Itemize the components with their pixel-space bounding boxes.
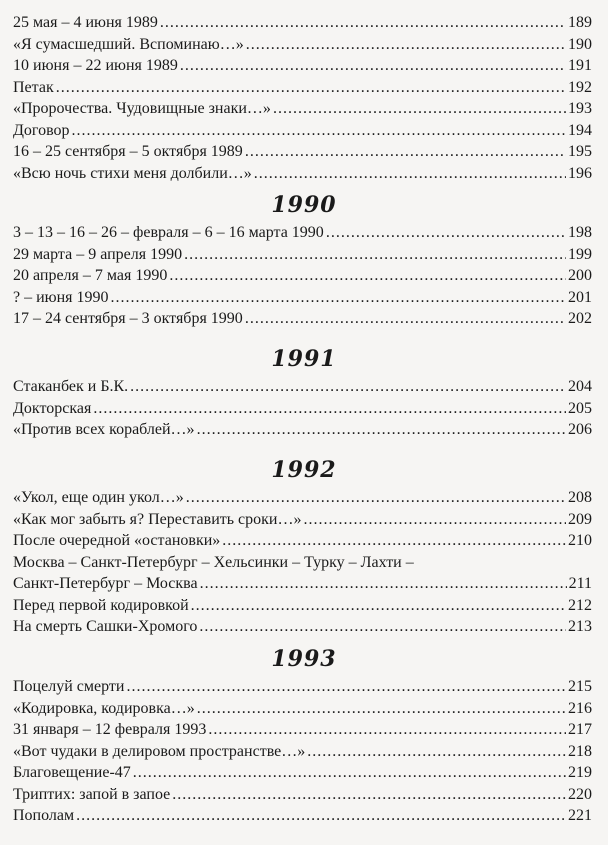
entry-page: 204 [568,378,592,395]
entry-page: 195 [568,143,592,160]
entry-title: На смерть Сашки-Хромого [13,618,198,635]
dot-leader [172,784,566,806]
dot-leader [191,595,566,617]
entry-page: 192 [568,78,592,96]
dot-leader [111,287,566,309]
dot-leader [303,509,566,531]
entry-page: 218 [568,742,592,760]
entry-title: Договор [13,121,70,139]
entry-title: «Как мог забыть я? Переставить сроки…» [13,510,302,528]
toc-entry [0,595,608,617]
toc-section-1991 [0,342,608,441]
entry-page: 217 [568,721,592,738]
dot-leader [56,77,566,99]
entry-page: 220 [568,785,592,803]
dot-leader [126,676,566,698]
entry-title: 29 марта – 9 апреля 1990 [13,245,183,263]
toc-entry [0,398,608,420]
entry-page: 189 [568,14,592,31]
toc-section-1990 [0,188,608,330]
entry-page: 221 [568,807,592,824]
dot-leader [72,120,566,142]
toc-entry [0,784,608,806]
toc-entry [0,419,608,441]
toc-entry [0,573,608,595]
entry-title: Пополам [13,807,75,824]
entry-title: 3 – 13 – 16 – 26 – февраля – 6 – 16 марта 1990 [13,224,324,241]
entry-page: 201 [568,288,592,306]
entry-page: 199 [568,245,592,263]
entry-title: 25 мая – 4 июня 1989 [13,14,158,31]
toc-entry [0,741,608,763]
toc-entry [0,616,608,638]
dot-leader [133,762,566,784]
entry-page: 212 [568,596,592,614]
dot-leader [326,222,566,244]
entry-title-continuation: Санкт-Петербург – Москва [13,575,198,592]
entry-page: 215 [568,678,592,695]
entry-title: Поцелуй смерти [13,678,125,695]
entry-page: 208 [568,489,592,506]
toc-entry [0,530,608,552]
dot-leader [245,308,566,330]
entry-title: «Всю ночь стихи меня долбили…» [13,164,252,182]
dot-leader [184,244,566,266]
toc-entry [0,698,608,720]
year-heading: 1991 [271,346,337,372]
toc-section-1989 [0,12,608,184]
entry-page: 219 [568,764,592,781]
toc-list [0,222,608,330]
entry-page: 211 [568,575,592,592]
toc-list [0,676,608,827]
dot-leader [93,398,566,420]
toc-entry [0,376,608,398]
dot-leader [180,55,566,77]
toc-entry [0,222,608,244]
toc-section-1993 [0,642,608,827]
entry-page: 200 [568,267,592,284]
entry-page: 216 [568,699,592,717]
dot-leader [200,573,567,595]
entry-title: Триптих: запой в запое [13,785,171,803]
dot-leader [197,419,566,441]
toc-entry [0,487,608,509]
entry-page: 194 [568,121,592,139]
toc-entry [0,805,608,827]
dot-leader [130,376,566,398]
year-heading: 1990 [271,192,337,218]
toc-entry [0,244,608,266]
toc-entry [0,120,608,142]
entry-title: Стаканбек и Б.К. [13,378,129,395]
entry-page: 190 [568,35,592,53]
dot-leader [169,265,566,287]
toc-entry [0,308,608,330]
dot-leader [273,98,566,120]
dot-leader [186,487,566,509]
entry-title: ? – июня 1990 [13,288,109,306]
toc-list [0,487,608,638]
toc-section-1992 [0,453,608,638]
dot-leader [307,741,566,763]
entry-title-line: Москва – Санкт-Петербург – Хельсинки – Турку – Лахти – [13,553,414,571]
entry-page: 198 [568,224,592,241]
entry-page: 202 [568,310,592,327]
entry-title: «Укол, еще один укол…» [13,489,184,506]
entry-title: 16 – 25 сентября – 5 октября 1989 [13,143,243,160]
dot-leader [245,141,566,163]
entry-title: Благовещение-47 [13,764,131,781]
toc-list [0,376,608,441]
dot-leader [199,616,566,638]
year-heading: 1993 [271,646,337,672]
entry-title: «Я сумасшедший. Вспоминаю…» [13,35,244,53]
toc-entry [0,509,608,531]
entry-page: 210 [568,532,592,549]
toc-entry [0,55,608,77]
toc-entry [0,719,608,741]
entry-title: «Против всех кораблей…» [13,421,195,438]
toc-entry [0,141,608,163]
dot-leader [76,805,566,827]
year-heading: 1992 [271,457,337,483]
entry-title: Докторская [13,399,92,417]
toc-entry [0,77,608,99]
dot-leader [208,719,566,741]
entry-page: 196 [568,164,592,182]
toc-entry [0,163,608,185]
toc-entry [0,98,608,120]
dot-leader [254,163,566,185]
entry-page: 193 [568,100,592,117]
entry-page: 206 [568,421,592,438]
toc-entry [0,762,608,784]
entry-title: Петак [13,78,54,96]
entry-page: 209 [568,510,592,528]
toc-list [0,12,608,184]
entry-title: 17 – 24 сентября – 3 октября 1990 [13,310,243,327]
toc-entry [0,34,608,56]
dot-leader [160,12,566,34]
dot-leader [222,530,566,552]
entry-page: 191 [568,57,592,74]
toc-entry [0,12,608,34]
dot-leader [197,698,566,720]
toc-entry [0,265,608,287]
entry-title: Перед первой кодировкой [13,596,189,614]
entry-page: 213 [568,618,592,635]
entry-title: После очередной «остановки» [13,532,221,549]
entry-title: «Кодировка, кодировка…» [13,699,195,717]
entry-title: «Вот чудаки в делировом пространстве…» [13,742,306,760]
entry-title: 10 июня – 22 июня 1989 [13,57,178,74]
toc-entry [0,676,608,698]
entry-title: «Пророчества. Чудовищные знаки…» [13,100,271,117]
entry-page: 205 [568,399,592,417]
entry-title: 20 апреля – 7 мая 1990 [13,267,168,284]
dot-leader [246,34,566,56]
entry-title: 31 января – 12 февраля 1993 [13,721,207,738]
toc-entry [0,287,608,309]
